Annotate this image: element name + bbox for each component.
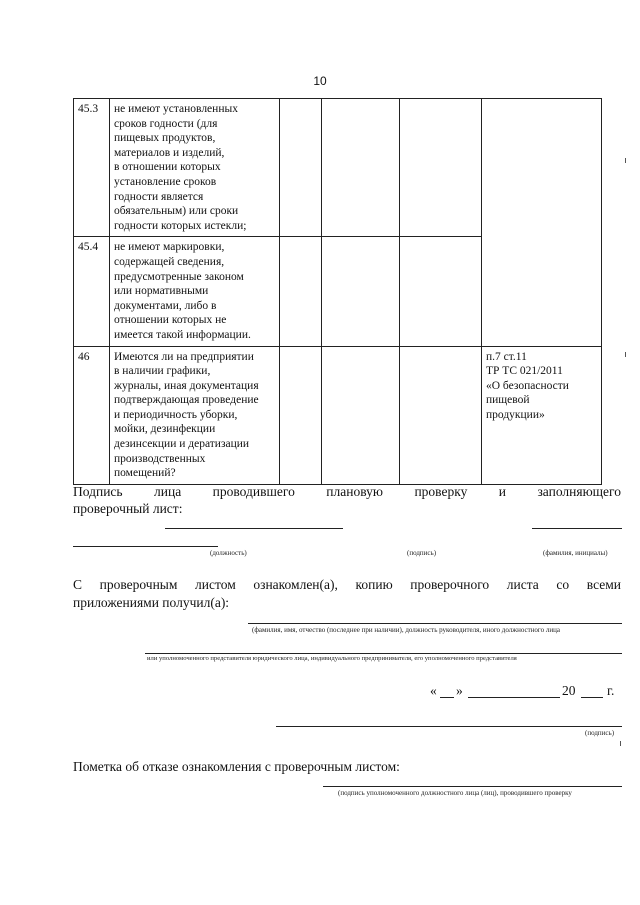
answer-na-cell[interactable] bbox=[400, 99, 482, 237]
table-row bbox=[74, 99, 602, 237]
signature-title-cont: проверочный лист: bbox=[73, 501, 183, 516]
caption-refusal: (подпись уполномоченного должностного лица (лиц), проводившего проверку bbox=[338, 789, 572, 797]
table-row bbox=[74, 346, 602, 484]
caption-position: (должность) bbox=[210, 549, 247, 557]
answer-na-cell[interactable] bbox=[400, 237, 482, 346]
signature-title: Подпись лица проводившего плановую проверку и заполняющего bbox=[73, 484, 621, 499]
row-number: 46 bbox=[74, 346, 110, 484]
answer-yes-cell[interactable] bbox=[280, 346, 322, 484]
date-suffix: г. bbox=[607, 683, 615, 698]
answer-no-cell[interactable] bbox=[322, 346, 400, 484]
signature-field[interactable] bbox=[165, 528, 343, 529]
margin-mark bbox=[625, 158, 626, 163]
recipient-name-field[interactable] bbox=[248, 623, 622, 624]
margin-mark bbox=[620, 741, 621, 746]
caption-acq-signature: (подпись) bbox=[585, 729, 615, 737]
representative-field[interactable] bbox=[145, 653, 622, 654]
answer-yes-cell[interactable] bbox=[280, 237, 322, 346]
margin-mark bbox=[625, 352, 626, 357]
date-year-prefix: 20 bbox=[562, 683, 576, 698]
refusal-text: Пометка об отказе ознакомления с проверочным листом: bbox=[73, 759, 400, 774]
acquaintance-signature-field[interactable] bbox=[276, 726, 622, 727]
date-year-field[interactable] bbox=[581, 697, 603, 698]
checklist-table bbox=[73, 98, 602, 485]
caption-recipient: (фамилия, имя, отчество (последнее при наличии), должность руководителя, иного должностного лица bbox=[252, 626, 560, 634]
date-month-field[interactable] bbox=[468, 697, 560, 698]
acquaintance-text-cont: приложениями получил(а): bbox=[73, 595, 230, 610]
date-open-quote: « bbox=[430, 683, 437, 698]
row-question: не имеют установленных сроков годности (для пищевых продуктов, материалов и изделий, в отношении которых установление сроков годности является обязательным) или сроки годности которых истекли; bbox=[110, 99, 280, 237]
page-number: 10 bbox=[313, 74, 327, 88]
answer-na-cell[interactable] bbox=[400, 346, 482, 484]
answer-no-cell[interactable] bbox=[322, 237, 400, 346]
caption-representative: или уполномоченного представителя юридического лица, индивидуального предпринимателя, его уполномоченного представителя bbox=[147, 655, 517, 662]
caption-signature: (подпись) bbox=[407, 549, 437, 557]
row-question: Имеются ли на предприятии в наличии графики, журналы, иная документация подтверждающая проведение и периодичность уборки, мойки, дезинфекции дезинсекции и дератизации производственных помещений? bbox=[110, 346, 280, 484]
date-day-field[interactable] bbox=[440, 697, 454, 698]
row-reference bbox=[482, 99, 602, 347]
row-number: 45.3 bbox=[74, 99, 110, 237]
row-question: не имеют маркировки, содержащей сведения, предусмотренные законом или нормативными документами, либо в отношении которых не имеется такой информации. bbox=[110, 237, 280, 346]
row-reference: п.7 ст.11 ТР ТС 021/2011 «О безопасности пищевой продукции» bbox=[482, 346, 602, 484]
caption-name: (фамилия, инициалы) bbox=[543, 549, 608, 557]
row-number: 45.4 bbox=[74, 237, 110, 346]
acquaintance-text: С проверочным листом ознакомлен(а), копию проверочного листа со всеми bbox=[73, 577, 621, 592]
date-close-quote: » bbox=[456, 683, 463, 698]
position-field[interactable] bbox=[73, 546, 218, 547]
answer-no-cell[interactable] bbox=[322, 99, 400, 237]
name-field-top[interactable] bbox=[532, 528, 622, 529]
answer-yes-cell[interactable] bbox=[280, 99, 322, 237]
refusal-signature-field[interactable] bbox=[323, 786, 622, 787]
